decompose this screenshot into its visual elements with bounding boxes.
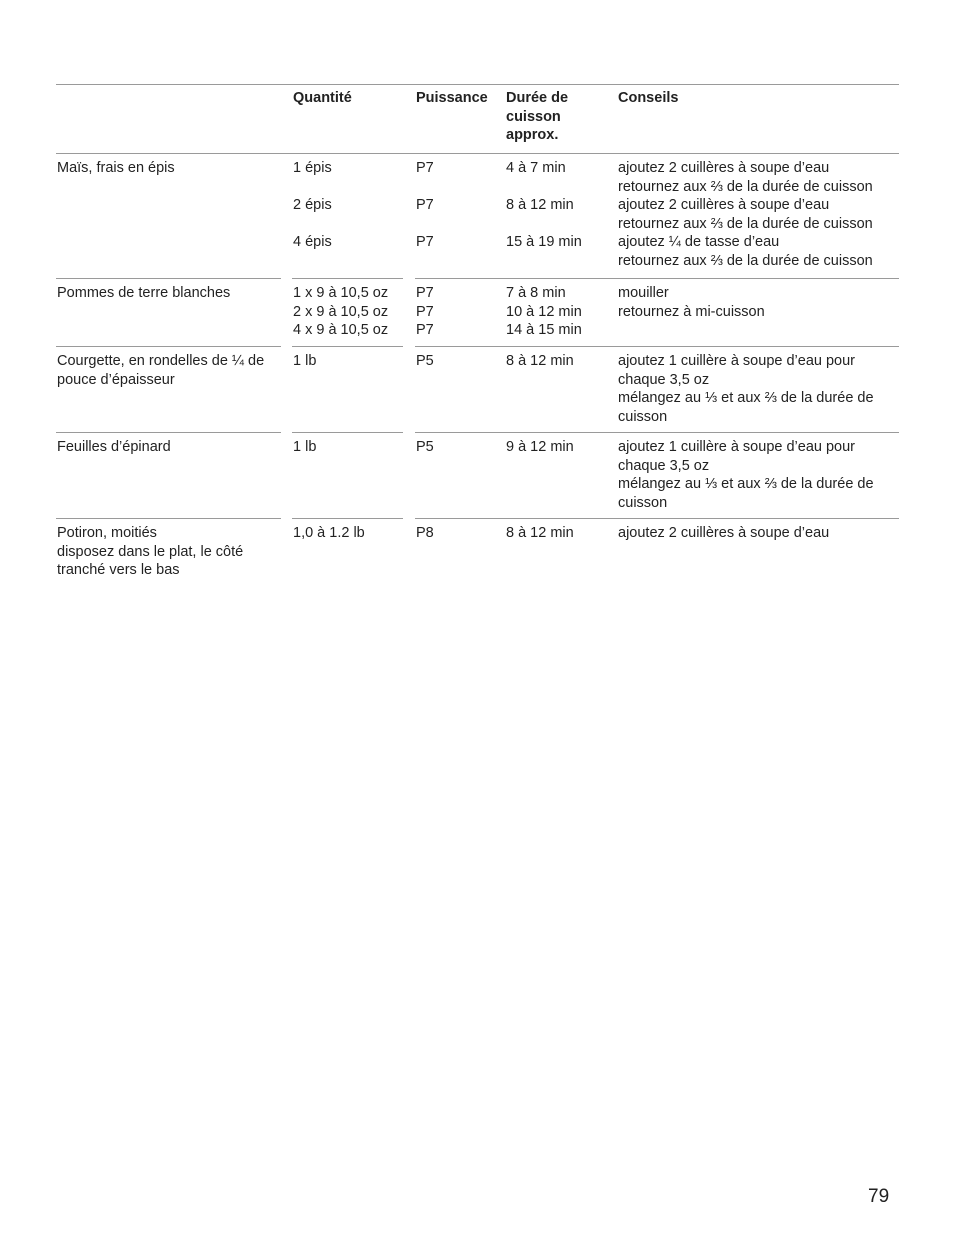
- header-tips: Conseils: [618, 90, 679, 106]
- row-rule: [415, 518, 899, 519]
- row-duration: 8 à 12 min: [506, 353, 574, 369]
- row-rule: [415, 432, 899, 433]
- row-quantity: 1 lb: [293, 439, 317, 455]
- row-rule: [415, 346, 899, 347]
- row-food: Maïs, frais en épis: [57, 160, 175, 176]
- row-duration: 9 à 12 min: [506, 439, 574, 455]
- row-food: Feuilles d’épinard: [57, 439, 171, 455]
- row-rule: [415, 278, 899, 279]
- header-quantity: Quantité: [293, 90, 352, 106]
- row-tips: ajoutez 2 cuillères à soupe d’eau: [618, 525, 830, 541]
- row-quantity: 1 épis 2 épis 4 épis: [293, 160, 332, 250]
- row-food: Courgette, en rondelles de ¼ de pouce d’épaisseur: [57, 353, 265, 388]
- row-rule: [292, 346, 403, 347]
- row-rule: [56, 278, 281, 279]
- row-rule: [292, 278, 403, 279]
- row-power: P7 P7 P7: [416, 160, 434, 250]
- row-rule: [56, 518, 281, 519]
- table-top-rule: [56, 84, 899, 85]
- row-rule: [56, 432, 281, 433]
- row-tips: ajoutez 2 cuillères à soupe d’eau retournez aux ⅔ de la durée de cuisson ajoutez 2 cuillères à soupe d’eau retournez aux ⅔ de la durée de cuisson ajoutez ¼ de tasse d’eau retournez aux ⅔ de la durée de cuisson: [618, 160, 873, 269]
- row-quantity: 1,0 à 1.2 lb: [293, 525, 365, 541]
- row-food: Potiron, moitiés disposez dans le plat, le côté tranché vers le bas: [57, 525, 244, 578]
- row-tips: mouiller retournez à mi-cuisson: [618, 285, 765, 320]
- row-duration: 4 à 7 min 8 à 12 min 15 à 19 min: [506, 160, 582, 250]
- row-tips: ajoutez 1 cuillère à soupe d’eau pour chaque 3,5 oz mélangez au ⅓ et aux ⅔ de la durée de cuisson: [618, 439, 874, 511]
- row-power: P7 P7 P7: [416, 285, 434, 338]
- row-quantity: 1 x 9 à 10,5 oz 2 x 9 à 10,5 oz 4 x 9 à 10,5 oz: [293, 285, 389, 338]
- row-duration: 8 à 12 min: [506, 525, 574, 541]
- row-rule: [292, 518, 403, 519]
- header-duration: Durée de cuisson approx.: [506, 90, 569, 143]
- page-number: 79: [868, 1186, 890, 1207]
- row-rule: [56, 346, 281, 347]
- row-tips: ajoutez 1 cuillère à soupe d’eau pour chaque 3,5 oz mélangez au ⅓ et aux ⅔ de la durée de cuisson: [618, 353, 874, 425]
- row-power: P5: [416, 353, 434, 369]
- header-rule: [56, 153, 899, 154]
- header-power: Puissance: [416, 90, 488, 106]
- row-food: Pommes de terre blanches: [57, 285, 231, 301]
- row-power: P5: [416, 439, 434, 455]
- row-quantity: 1 lb: [293, 353, 317, 369]
- row-rule: [292, 432, 403, 433]
- row-power: P8: [416, 525, 434, 541]
- row-duration: 7 à 8 min 10 à 12 min 14 à 15 min: [506, 285, 582, 338]
